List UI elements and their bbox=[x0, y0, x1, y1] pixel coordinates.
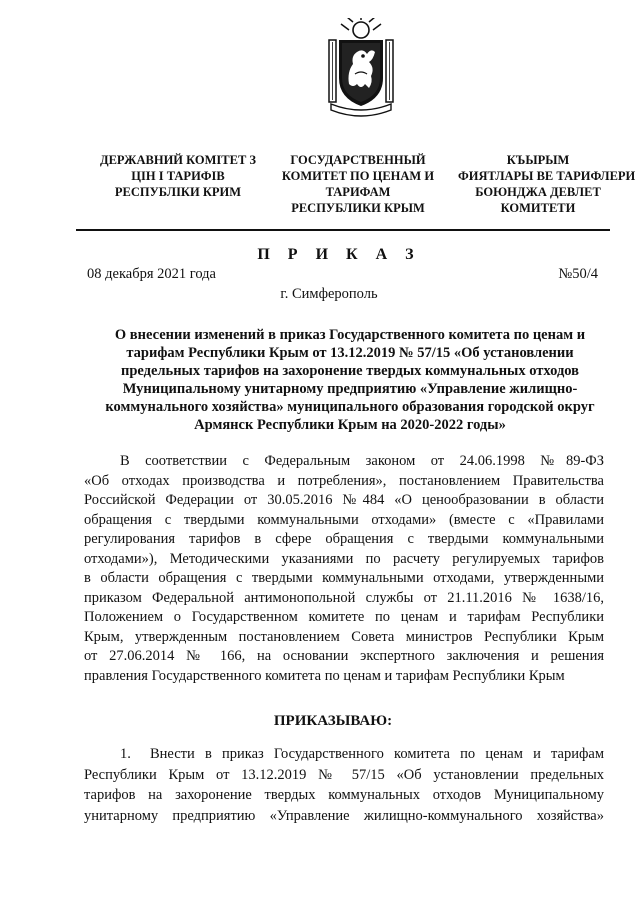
preamble bbox=[84, 452, 604, 686]
heading-line: Армянск Республики Крым на 2020-2022 годы» bbox=[194, 417, 506, 433]
crimea-coat-of-arms-icon bbox=[327, 18, 395, 118]
header-divider bbox=[76, 229, 610, 231]
preamble-line: регулирования тарифов в сфере обращения с твердыми коммунальными bbox=[84, 531, 604, 547]
preamble-line: «Об отходах производства и потребления», постановлением Правительства bbox=[84, 472, 604, 489]
order-word: ПРИКАЗЫВАЮ: bbox=[273, 713, 393, 729]
preamble-line: В соответствии с Федеральным законом от 24.06.1998 №89-ФЗ bbox=[120, 453, 604, 469]
item-line-text: Внести в приказ Государственного комитета по ценам и тарифам bbox=[150, 746, 604, 762]
document-title: П Р И К А З bbox=[257, 246, 421, 263]
header-line: РЕСПУБЛІКИ КРИМ bbox=[114, 185, 242, 199]
item-number: 1. bbox=[120, 746, 131, 762]
header-line: ТАРИФАМ bbox=[325, 185, 391, 199]
header-line: КЪЫРЫМ bbox=[506, 153, 570, 167]
document-number: №50/4 bbox=[558, 266, 598, 282]
preamble-line: от 27.06.2014 № 166, на основании экспертного заключения и решения bbox=[84, 648, 604, 664]
heading-line: О внесении изменений в приказ Государственного комитета по ценам и bbox=[114, 327, 586, 343]
header-line: КОМИТЕТ ПО ЦЕНАМ И bbox=[281, 169, 435, 183]
heading-line: коммунального хозяйства» муниципального образования городской округ bbox=[105, 399, 595, 415]
document-date: 08 декабря 2021 года bbox=[87, 266, 216, 282]
item-line: тарифов на захоронение твердых коммунальных отходов Муниципальному bbox=[84, 787, 604, 803]
order-item-1 bbox=[84, 744, 604, 826]
preamble-line: обращения с твердыми коммунальными отходами» (вместе с «Правилами bbox=[84, 511, 604, 528]
item-line: Республики Крым от 13.12.2019 № 57/15 «Об установлении предельных bbox=[84, 766, 604, 783]
heading-line: тарифам Республики Крым от 13.12.2019 № 57/15 «Об установлении bbox=[126, 345, 574, 361]
header-line: ЦІН І ТАРИФІВ bbox=[131, 169, 225, 183]
preamble-line: Положением о Государственном комитете по ценам и тарифам Республики bbox=[84, 609, 604, 625]
item-line bbox=[84, 744, 604, 765]
item-line: унитарному предприятию «Управление жилищно-коммунального хозяйства» bbox=[84, 807, 604, 824]
header-russian bbox=[268, 152, 448, 216]
preamble-line: Крым, утвержденным постановлением Совета министров Республики Крым bbox=[84, 628, 604, 645]
preamble-line: правления Государственного комитета по ценам и тарифам Республики Крым bbox=[84, 667, 565, 684]
header-ukrainian bbox=[88, 152, 268, 200]
header-line: КОМИТЕТИ bbox=[500, 201, 576, 215]
preamble-line: отходами»), Методическими указаниями по расчету регулируемых тарифов bbox=[84, 550, 604, 567]
header-line: ФИЯТЛАРЫ ВЕ ТАРИФЛЕРИ bbox=[458, 169, 636, 183]
document-city: г. Симферополь bbox=[280, 286, 378, 302]
header-line: ДЕРЖАВНИЙ КОМІТЕТ З bbox=[99, 153, 257, 167]
header-crimean-tatar bbox=[458, 152, 636, 216]
header-line: БОЮНДЖА ДЕВЛЕТ bbox=[475, 185, 601, 199]
document-heading bbox=[84, 326, 616, 434]
preamble-line: приказом Федеральной антимонопольной службы от 21.11.2016 № 1638/16, bbox=[84, 589, 604, 606]
heading-line: Муниципальному унитарному предприятию «Управление жилищно- bbox=[122, 381, 578, 397]
heading-line: предельных тарифов на захоронение твердых коммунальных отходов bbox=[120, 363, 580, 379]
header-line: ГОСУДАРСТВЕННЫЙ bbox=[290, 153, 426, 167]
preamble-line: в области обращения с твердыми коммунальными отходами, утвержденными bbox=[84, 570, 604, 586]
preamble-line: Российской Федерации от 30.05.2016 №484 «О ценообразовании в области bbox=[84, 492, 604, 508]
header-line: РЕСПУБЛИКИ КРЫМ bbox=[291, 201, 425, 215]
